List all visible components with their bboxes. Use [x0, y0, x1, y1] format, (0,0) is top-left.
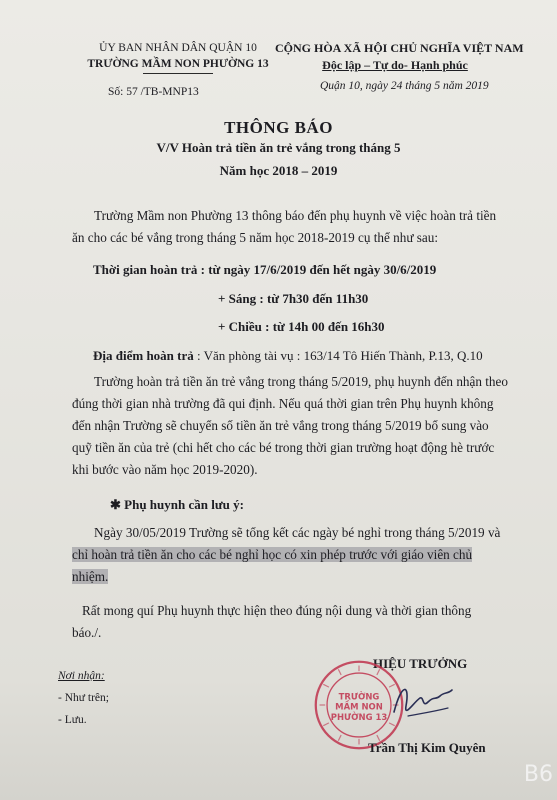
body-paragraph [72, 371, 512, 481]
stamp-text-1: TRƯỜNG [338, 691, 380, 702]
body-line-2: đúng thời gian nhà trường đã qui định. Nếu quá thời gian trên Phụ huynh không [72, 396, 494, 411]
school-year: Năm học 2018 – 2019 [219, 163, 338, 178]
body-line-5: khi bước vào năm học 2019-2020). [72, 462, 258, 477]
note-line-3-highlighted: nhiệm. [72, 569, 109, 584]
note-paragraph [72, 522, 522, 588]
stamp-text-3: PHƯỜNG 13 [330, 712, 388, 723]
refund-place-label: Địa điểm hoàn trả [93, 348, 194, 363]
body-line-1: Trường hoàn trả tiền ăn trẻ vắng trong tháng 5/2019, phụ huynh đến nhận theo [94, 374, 508, 389]
closing-paragraph [72, 600, 512, 644]
handwritten-signature [388, 672, 458, 732]
principal-title: HIỆU TRƯỞNG [373, 656, 468, 671]
refund-time: Thời gian hoàn trả : từ ngày 17/6/2019 đến hết ngày 30/6/2019 [93, 262, 437, 277]
intro-line-1: Trường Mầm non Phường 13 thông báo đến phụ huynh về việc hoàn trả tiền [94, 208, 497, 223]
refund-place-value: : Văn phòng tài vụ : 163/14 Tô Hiến Thành, P.13, Q.10 [193, 348, 483, 363]
recipient-item: - Như trên; [58, 692, 109, 704]
closing-line-1: Rất mong quí Phụ huynh thực hiện theo đúng nội dung và thời gian thông [82, 603, 472, 618]
refund-time-morning: + Sáng : từ 7h30 đến 11h30 [218, 291, 369, 306]
note-line-1: Ngày 30/05/2019 Trường sẽ tổng kết các ngày bé nghỉ trong tháng 5/2019 và [94, 525, 501, 540]
recipients-block [58, 665, 109, 731]
issuer-line-1: ỦY BAN NHÂN DÂN QUẬN 10 [99, 42, 257, 54]
body-line-3: đến nhận Trường sẽ chuyển số tiền ăn trẻ vắng trong tháng 5/2019 bổ sung vào [72, 418, 489, 433]
national-motto: Độc lập – Tự do- Hạnh phúc [322, 58, 468, 72]
page-mark: B6 [523, 762, 553, 787]
reference-number: Số: 57 /TB-MNP13 [108, 86, 199, 98]
document-title: THÔNG BÁO [224, 118, 333, 137]
document-date: Quận 10, ngày 24 tháng 5 năm 2019 [320, 80, 489, 92]
refund-time-afternoon: + Chiều : từ 14h 00 đến 16h30 [218, 319, 385, 334]
intro-line-2: ăn cho các bé vắng trong tháng 5 năm học 2018-2019 cụ thể như sau: [72, 230, 439, 245]
recipient-item: - Lưu. [58, 714, 87, 726]
stamp-text-2: MẦM NON [335, 701, 383, 712]
national-title: CỘNG HÒA XÃ HỘI CHỦ NGHĨA VIỆT NAM [275, 41, 524, 55]
document-subtitle: V/V Hoàn trả tiền ăn trẻ vắng trong tháng 5 [156, 140, 401, 155]
signer-name: Trần Thị Kim Quyên [368, 740, 486, 755]
note-heading: ✱ Phụ huynh cần lưu ý: [110, 497, 244, 512]
body-line-4: quỹ tiền ăn của trẻ (chi hết cho các bé trong thời gian trường hoạt động hè trước [72, 440, 495, 455]
issuer-header [78, 40, 278, 74]
issuer-underline [143, 73, 213, 74]
closing-line-2: báo./. [72, 625, 102, 640]
note-line-2-highlighted: chỉ hoàn trả tiền ăn cho các bé nghỉ học có xin phép trước với giáo viên chủ [72, 547, 473, 562]
recipients-heading: Nơi nhận: [58, 670, 105, 682]
national-header [275, 40, 524, 74]
intro-paragraph [72, 205, 512, 249]
issuer-line-2: TRƯỜNG MẦM NON PHƯỜNG 13 [87, 58, 269, 70]
refund-place [93, 348, 483, 364]
